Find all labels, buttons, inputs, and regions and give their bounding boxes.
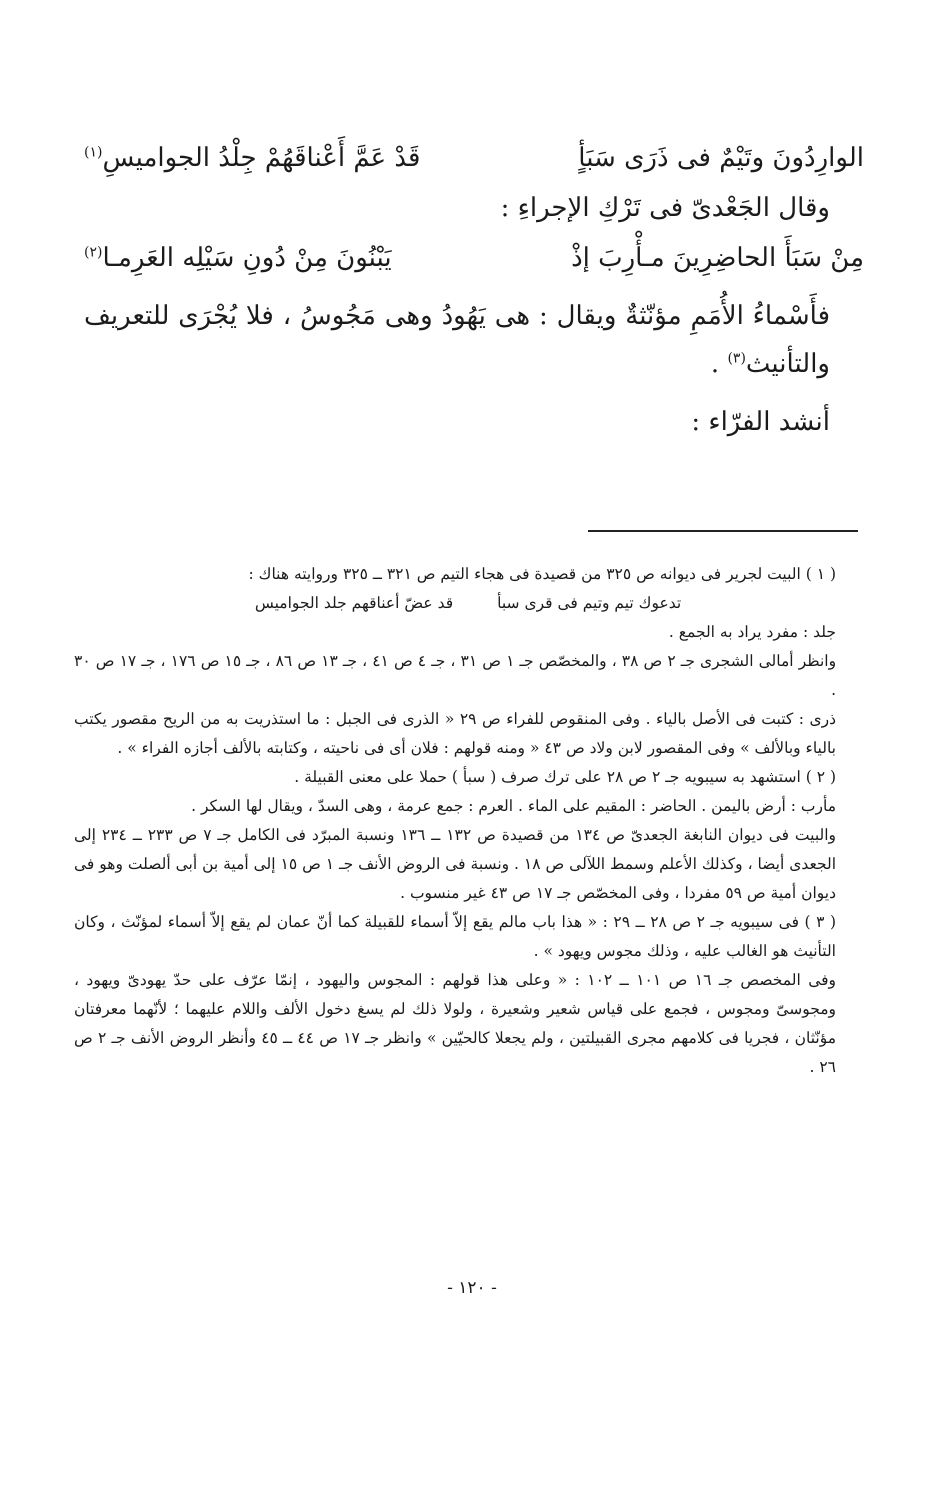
footnote-1-dhara-note: ذرى : كتبت فى الأصل بالياء . وفى المنقوص للفراء ص ٢٩ « الذرى فى الجبل : ما استذريت به من الريح مقصور يكتب بالياء وبالألف » وفى المقصور لابن ولاد ص ٤٣ « ومنه قولهم : فلان أى فى ناحيته ، وكتابته بالألف أجازه الفراء » . [74, 710, 836, 757]
body-paragraph-text: فأَسْماءُ الأُمَمِ مؤنّثةٌ ويقال : هى يَهُودُ وهى مَجُوسُ ، فلا يُجْرَى للتعريف والتأنيث [84, 301, 830, 379]
footnote-marker-3: (٣) [727, 350, 746, 367]
footnote-marker-2: (٢) [84, 244, 103, 261]
footnote-2-source: والبيت فى ديوان النابغة الجعدىّ ص ١٣٤ من قصيدة ص ١٣٢ ــ ١٣٦ ونسبة المبرّد فى الكامل جـ ٧ ص ٢٣٣ ــ ٢٣٤ إلى الجعدى أيضا ، وكذلك الأعلم وسمط اللآلى ص ١٨ . ونسبة فى الروض الأنف جـ ١ ص ١٥ إلى أمية بن أبى ألصلت وهو فى ديوان أمية ص ٥٩ مفردا ، وفى المخصّص جـ ١٧ ص ٤٣ غير منسوب . [74, 826, 837, 902]
verse-2-second-hemistich [84, 232, 392, 284]
footnote-marker-1: (١) [84, 144, 103, 161]
footnote-1-gloss: جلد : مفرد يراد به الجمع . [668, 623, 836, 641]
footnote-2-line: ( ٢ ) استشهد به سيبويه جـ ٢ ص ٢٨ على ترك صرف ( سبأ ) حملا على معنى القبيلة . [294, 768, 836, 786]
verse-1-second-text: قَدْ عَمَّ أَعْناقَهُمْ جِلْدُ الجواميسِ [102, 143, 421, 173]
body-paragraph-end: . [710, 349, 728, 379]
footnote-1-verse [74, 589, 862, 618]
page-number: - ١٢٠ - [447, 1278, 497, 1298]
footnote-1-references: وانظر أمالى الشجرى جـ ٢ ص ٣٨ ، والمخصّص جـ ١ ص ٣١ ، جـ ٤ ص ٤١ ، جـ ١٣ ص ٨٦ ، جـ ١٥ ص ١٧٦ ، جـ ١٧ ص ٣٠ . [74, 652, 837, 699]
verse-2-second-text: يَبْنُونَ مِنْ دُونِ سَيْلِه العَرِمـا [102, 243, 392, 273]
footnote-1-verse-first: تدعوك تيم وتيم فى قرى سبأ [497, 594, 682, 612]
footnote-3-more: وفى المخصص جـ ١٦ ص ١٠١ ــ ١٠٢ : « وعلى هذا قولهم : المجوس واليهود ، إنمّا عرّف على حدّ يهودىّ ويهود ، ومجوسىّ ومجوس ، فجمع على قياس شعير وشعيرة ، ولولا ذلك لم يسغ دخول الألف واللام عليهما ؛ لأنّهما معرفتان مؤنّثان ، فجريا فى كلامهم مجرى القبيلتين ، ولم يجعلا كالحيّين » وانظر جـ ١٧ ص ٤٤ ــ ٤٥ وأنظر الروض الأنف جـ ٢ ص ٢٦ . [74, 971, 837, 1076]
main-text [84, 132, 864, 446]
verse-1 [84, 132, 864, 184]
footnote-1-verse-second: قد عضّ أعناقهم جلد الجواميس [254, 594, 454, 612]
verse-2 [84, 232, 864, 284]
recitation-line: أنشد الفرّاء : [691, 407, 830, 437]
footnote-3-line: ( ٣ ) فى سيبويه جـ ٢ ص ٢٨ ــ ٢٩ : « هذا باب مالم يقع إلاّ أسماء للقبيلة كما أنّ عمان لم يقع إلاّ أسماء لمؤنّث ، وكان التأنيث هو الغالب عليه ، وذلك مجوس ويهود » . [74, 913, 837, 960]
footnote-1-line: ( ١ ) البيت لجرير فى ديوانه ص ٣٢٥ من قصيدة فى هجاء التيم ص ٣٢١ ــ ٣٢٥ وروايته هناك : [248, 565, 836, 583]
body-paragraph [84, 292, 864, 388]
footnote-separator [588, 530, 858, 532]
footnote-2-gloss: مأرب : أرض باليمن . الحاضر : المقيم على الماء . العرم : جمع عرمة ، وهى السدّ ، ويقال لها السكر . [191, 797, 836, 815]
verse-1-first-hemistich: الوارِدُونَ وتَيْمٌ فى ذَرَى سَبَأٍ [578, 143, 864, 173]
footnotes [74, 560, 862, 1082]
verse-1-second-hemistich [84, 132, 420, 184]
verse-2-first-hemistich: مِنْ سَبَأَ الحاضِرِينَ مـأْرِبَ إذْ [571, 243, 864, 273]
intro-line: وقال الجَعْدىّ فى تَرْكِ الإجراءِ : [500, 193, 830, 223]
